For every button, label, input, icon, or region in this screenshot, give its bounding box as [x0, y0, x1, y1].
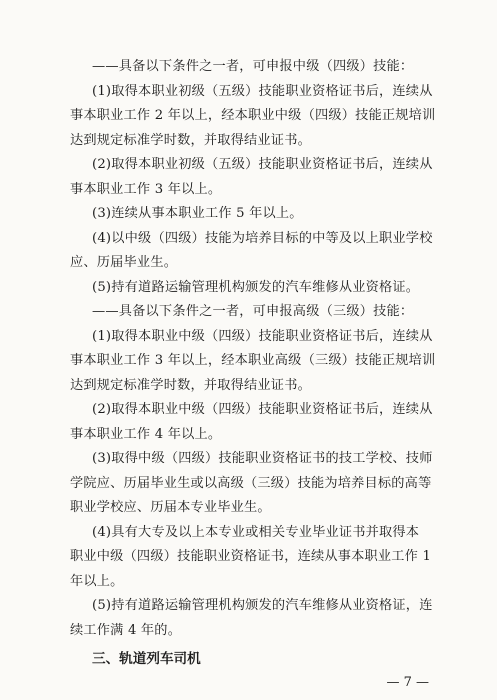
- section-heading: 三、轨道列车司机: [92, 651, 201, 667]
- paragraph-line: 达到规定标准学时数，并取得结业证书。: [70, 378, 311, 393]
- paragraph-line: 事本职业工作 4 年以上。: [70, 427, 222, 442]
- paragraph-line: 学院应、历届毕业生或以高级（三级）技能为培养目标的高等: [70, 476, 432, 491]
- paragraph-line: 续工作满 4 年的。: [70, 623, 182, 638]
- paragraph-line: 事本职业工作 3 年以上，经本职业高级（三级）技能正规培训: [70, 353, 436, 368]
- paragraph-line: 应、历届毕业生。: [70, 255, 178, 270]
- paragraph-line: (4)具有大专及以上本专业或相关专业毕业证书并取得本: [92, 525, 420, 540]
- paragraph-line: 年以上。: [70, 574, 124, 589]
- paragraph-line: 事本职业工作 2 年以上，经本职业中级（四级）技能正规培训: [70, 108, 436, 123]
- paragraph-line: (1)取得本职业初级（五级）技能职业资格证书后，连续从: [92, 84, 433, 99]
- paragraph-line: ——具备以下条件之一者，可申报中级（四级）技能：: [92, 59, 414, 74]
- paragraph-line: (1)取得本职业中级（四级）技能职业资格证书后，连续从: [92, 329, 433, 344]
- paragraph-line: (3)取得中级（四级）技能职业资格证书的技工学校、技师: [92, 451, 433, 466]
- paragraph-line: (2)取得本职业中级（四级）技能职业资格证书后，连续从: [92, 402, 433, 417]
- paragraph-line: 职业中级（四级）技能职业资格证书，连续从事本职业工作 1: [70, 549, 432, 564]
- paragraph-line: (3)连续从事本职业工作 5 年以上。: [92, 206, 303, 221]
- paragraph-line: 事本职业工作 3 年以上。: [70, 182, 222, 197]
- paragraph-line: ——具备以下条件之一者，可申报高级（三级）技能：: [92, 304, 414, 319]
- paragraph-line: (2)取得本职业初级（五级）技能职业资格证书后，连续从: [92, 157, 433, 172]
- paragraph-line: 达到规定标准学时数，并取得结业证书。: [70, 133, 311, 148]
- page-number: — 7 —: [386, 675, 429, 690]
- paragraph-line: 职业学校应、历届本专业毕业生。: [70, 500, 271, 515]
- paragraph-line: (4)以中级（四级）技能为培养目标的中等及以上职业学校: [92, 231, 433, 246]
- paragraph-line: (5)持有道路运输管理机构颁发的汽车维修从业资格证。: [92, 280, 420, 295]
- paragraph-line: (5)持有道路运输管理机构颁发的汽车维修从业资格证，连: [92, 598, 433, 613]
